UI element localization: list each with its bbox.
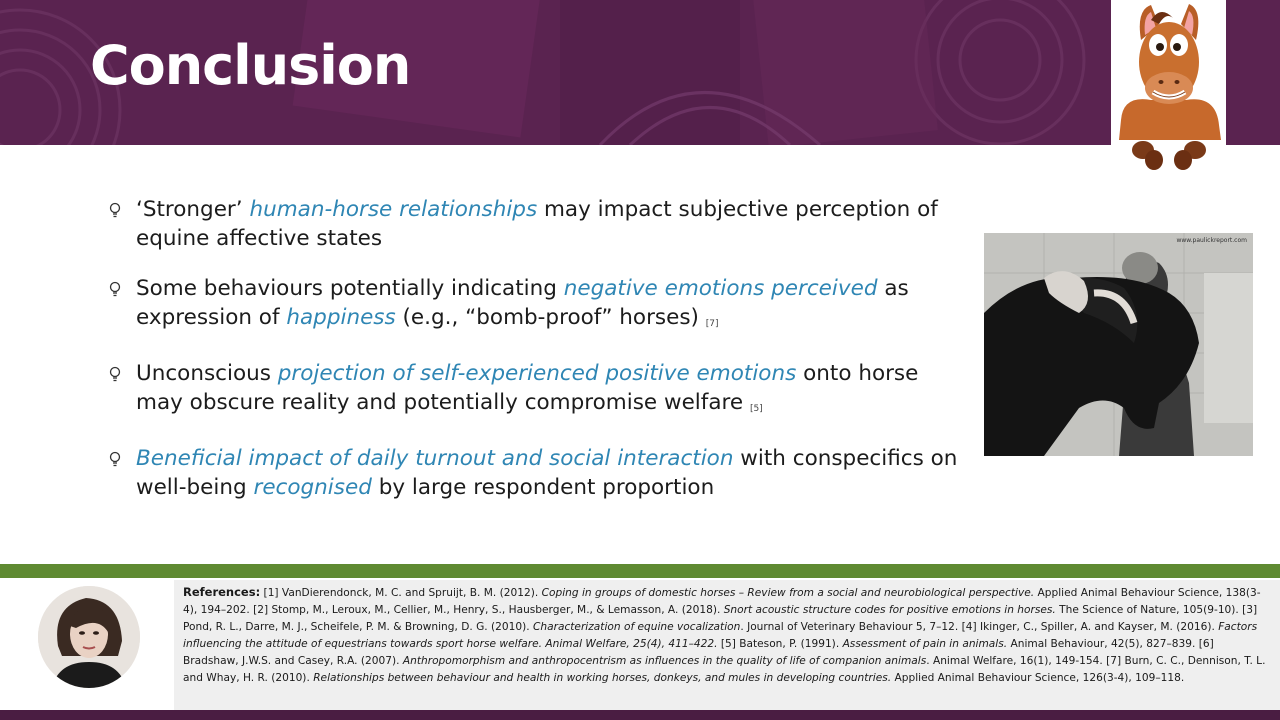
bullet-item [108,445,968,502]
presenter-portrait [38,586,140,688]
bullet-highlight: human-horse relationships [249,197,538,222]
bullet-item [108,275,968,338]
photo-credit: www.paulickreport.com [1176,237,1247,244]
bullet-text: Unconscious [136,361,278,386]
reference-title: Snort acoustic structure codes for positive emotions in horses. [723,604,1056,616]
horse-hug-photo [984,233,1253,456]
reference-title: Factors influencing the attitude of equestrians towards sport horse welfare. Animal Welfare, 25(4), 411–422. [183,621,1258,650]
cartoon-horse-mascot [1111,0,1226,175]
reference-text: Applied Animal Behaviour Science, 138(3-4), 194–202. [2] Stomp, M., Leroux, M., Cellier, M., Henry, S., Hausberger, M., & Lemasson, A. (2018). [183,587,1261,616]
reference-text: [1] VanDierendonck, M. C. and Spruijt, B. M. (2012). [260,587,542,599]
reference-title: Assessment of pain in animals. [842,638,1008,650]
reference-text: . Journal of Veterinary Behaviour 5, 7–12. [4] Ikinger, C., Spiller, A. and Kayser, M. (2016). [740,621,1219,633]
bottom-bar [0,710,1280,720]
bullet-text: as expression of [136,276,909,330]
lightbulb-icon [108,366,122,384]
reference-text: . Animal Welfare, 16(1), 149-154. [7] Burn, C. C., Dennison, T. L. and Whay, H. R. (2010). [183,655,1266,684]
page-title: Conclusion [90,34,411,97]
conclusion-bullets [108,196,968,524]
reference-title: Coping in groups of domestic horses – Review from a social and neurobiological perspective. [541,587,1035,599]
bullet-highlight: recognised [253,474,372,500]
bullet-highlight: negative emotions perceived [563,276,878,301]
lightbulb-icon [108,281,122,299]
citation: [5] [749,403,763,414]
bullet-text: (e.g., “bomb-proof” horses) [395,304,706,330]
reference-text: The Science of Nature, 105(9-10). [3] Pond, R. L., Darre, M. J., Scheifele, P. M. & Browning, D. G. (2010). [183,604,1258,633]
bullet-highlight: projection of self-experienced positive emotions [277,361,797,386]
bullet-highlight: happiness [286,304,396,330]
references-panel [174,580,1280,710]
reference-title: Anthropomorphism and anthropocentrism as influences in the quality of life of companion animals [402,655,927,667]
bullet-text: by large respondent proportion [371,474,715,500]
references-text [183,584,1270,687]
bullet-text: ‘Stronger’ [136,197,250,222]
bullet-text: with conspecifics on well-being [136,446,958,500]
footer-accent-bar [0,564,1280,578]
bullet-item [108,360,968,423]
reference-text: Applied Animal Behaviour Science, 126(3-4), 109–118. [891,672,1185,684]
avatar [38,586,140,688]
reference-title: Relationships between behaviour and health in working horses, donkeys, and mules in developing countries. [313,672,892,684]
slide-header [0,0,1280,145]
bullet-text: may impact subjective perception of equine affective states [136,197,938,251]
lightbulb-icon [108,202,122,220]
bullet-item [108,196,968,253]
bullet-text: Some behaviours potentially indicating [136,276,564,301]
reference-title: Characterization of equine vocalization [533,621,741,633]
reference-text: [5] Bateson, P. (1991). [717,638,843,650]
references-label: References: [183,585,261,599]
bullet-text: onto horse may obscure reality and potentially compromise welfare [136,361,919,415]
reference-text: Animal Behaviour, 42(5), 827–839. [6] Bradshaw, J.W.S. and Casey, R.A. (2007). [183,638,1214,667]
lightbulb-icon [108,451,122,469]
horse-photo-illustration [984,233,1253,456]
citation: [7] [705,318,719,329]
bullet-highlight: Beneficial impact of daily turnout and social interaction [136,446,734,471]
